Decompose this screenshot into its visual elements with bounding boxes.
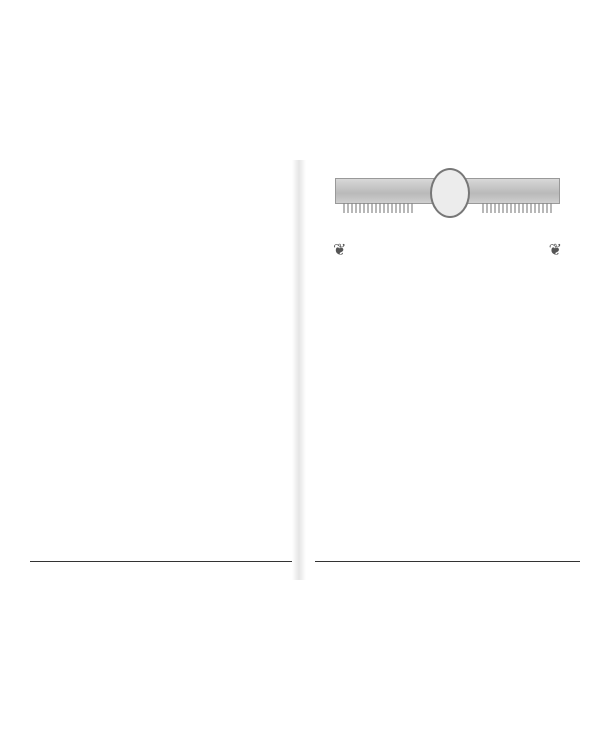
right-page [315, 168, 580, 259]
scroll-ornament-right-icon: ❦ [548, 242, 562, 259]
left-page [30, 168, 292, 176]
lace-ornament-right [482, 203, 552, 213]
banner-medallion [430, 168, 470, 218]
right-footer [315, 561, 580, 565]
lace-ornament-left [343, 203, 413, 213]
scroll-ornament-left-icon: ❦ [333, 242, 347, 259]
mystic-quadrate-banner [315, 168, 580, 230]
gutter-shadow [292, 160, 306, 580]
left-footer [30, 561, 292, 565]
